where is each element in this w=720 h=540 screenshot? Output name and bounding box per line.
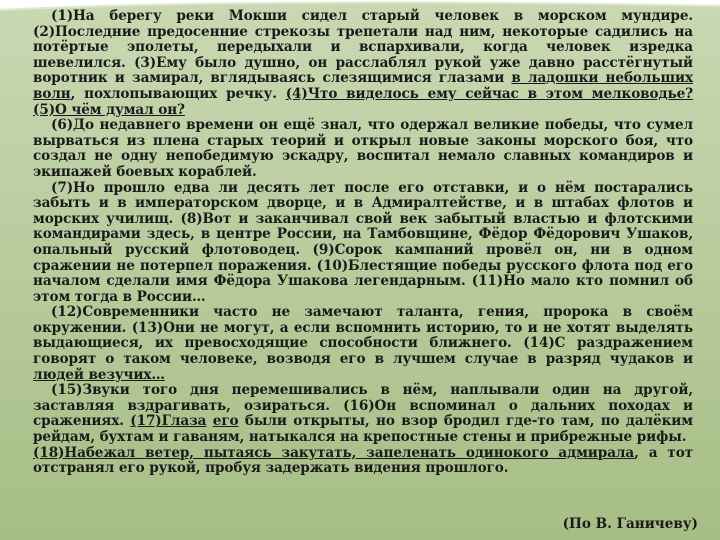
- sentence-6: (6)До недавнего времени он ещё знал, что одержал великие победы, что сумел вырваться из плена старых теорий и открыл новые законы морского боя, что создал не одну непобедимую эскадру, воспитал немало славных командиров и экипажей боевых кораблей.: [33, 117, 693, 180]
- sentences-12-14: (12)Современники часто не замечают таланта, гения, пророка в своём окружении. (13)Они не могут, а если вспомнить историю, то и не хотят выделять выдающиеся, их превосходящие способности ближнего. (14)С раздражением говорят о таком человеке, возводя его в лучшем случае в разряд чудаков и: [33, 304, 693, 368]
- underlined-eyes: (17)Глаза: [130, 413, 207, 430]
- paragraph-1: [33, 9, 693, 118]
- paragraph-6: [33, 446, 693, 477]
- underlined-phrase-waves: в ладошки небольших волн: [33, 70, 693, 102]
- paragraph-5: [33, 383, 693, 445]
- author-attribution: (По В. Ганичеву): [562, 516, 698, 532]
- paragraph-3: [33, 181, 693, 306]
- text-passage: [33, 9, 693, 477]
- underlined-sentences-4-5: (4)Что виделось ему сейчас в этом мелководье? (5)О чём думал он?: [33, 85, 693, 118]
- sentence-3-end: , похлопывающих речку.: [70, 85, 286, 102]
- sentences-1-3: (1)На берегу реки Мокши сидел старый человек в морском мундире. (2)Последние предосенние стрекозы трепетали над ним, некоторые садились на потёртые эполеты, передыхали и вспархивали, когда человек изредка шевелился. (3)Ему было душно, он расслаблял рукой уже давно расстёгнутый воротник и замирал, вглядываясь слезящимися глазами: [33, 8, 693, 87]
- sentence-18-end: , а тот отстранял его рукой, пробуя задержать видения прошлого.: [33, 444, 693, 477]
- sentence-17-end: были открыты, но взор бродил где-то там, по далёким рейдам, бухтам и гаваням, натыкался на крепостные стены и прибрежные рифы.: [33, 413, 693, 446]
- underlined-phrase-lucky: людей везучих…: [33, 366, 165, 383]
- paragraph-2: [33, 118, 693, 180]
- sentences-15-16: (15)Звуки того дня перемешивались в нём, наплывали один на другой, заставляя вздрагивать, озираться. (16)Он вспоминал о дальних походах и сражениях.: [33, 382, 693, 430]
- underlined-sentence-18: (18)Набежал ветер, пытаясь закутать, запеленать одинокого адмирала: [33, 444, 635, 461]
- underlined-his: его: [212, 413, 239, 430]
- paragraph-4: [33, 305, 693, 383]
- sentences-7-11: (7)Но прошло едва ли десять лет после его отставки, и о нём постарались забыть и в императорском дворце, и в Адмиралтействе, и в штабах флотов и морских училищ. (8)Вот и заканчивал свой век забытый властью и флотскими командирами здесь, в центре России, на Тамбовщине, Фёдор Фёдорович Ушаков, опальный русский флотоводец. (9)Сорок кампаний провёл он, ни в одном сражении не потерпел поражения. (10)Блестящие победы русского флота под его началом сделали имя Фёдора Ушакова легендарным. (11)Но мало кто помнил об этом тогда в России…: [33, 179, 693, 305]
